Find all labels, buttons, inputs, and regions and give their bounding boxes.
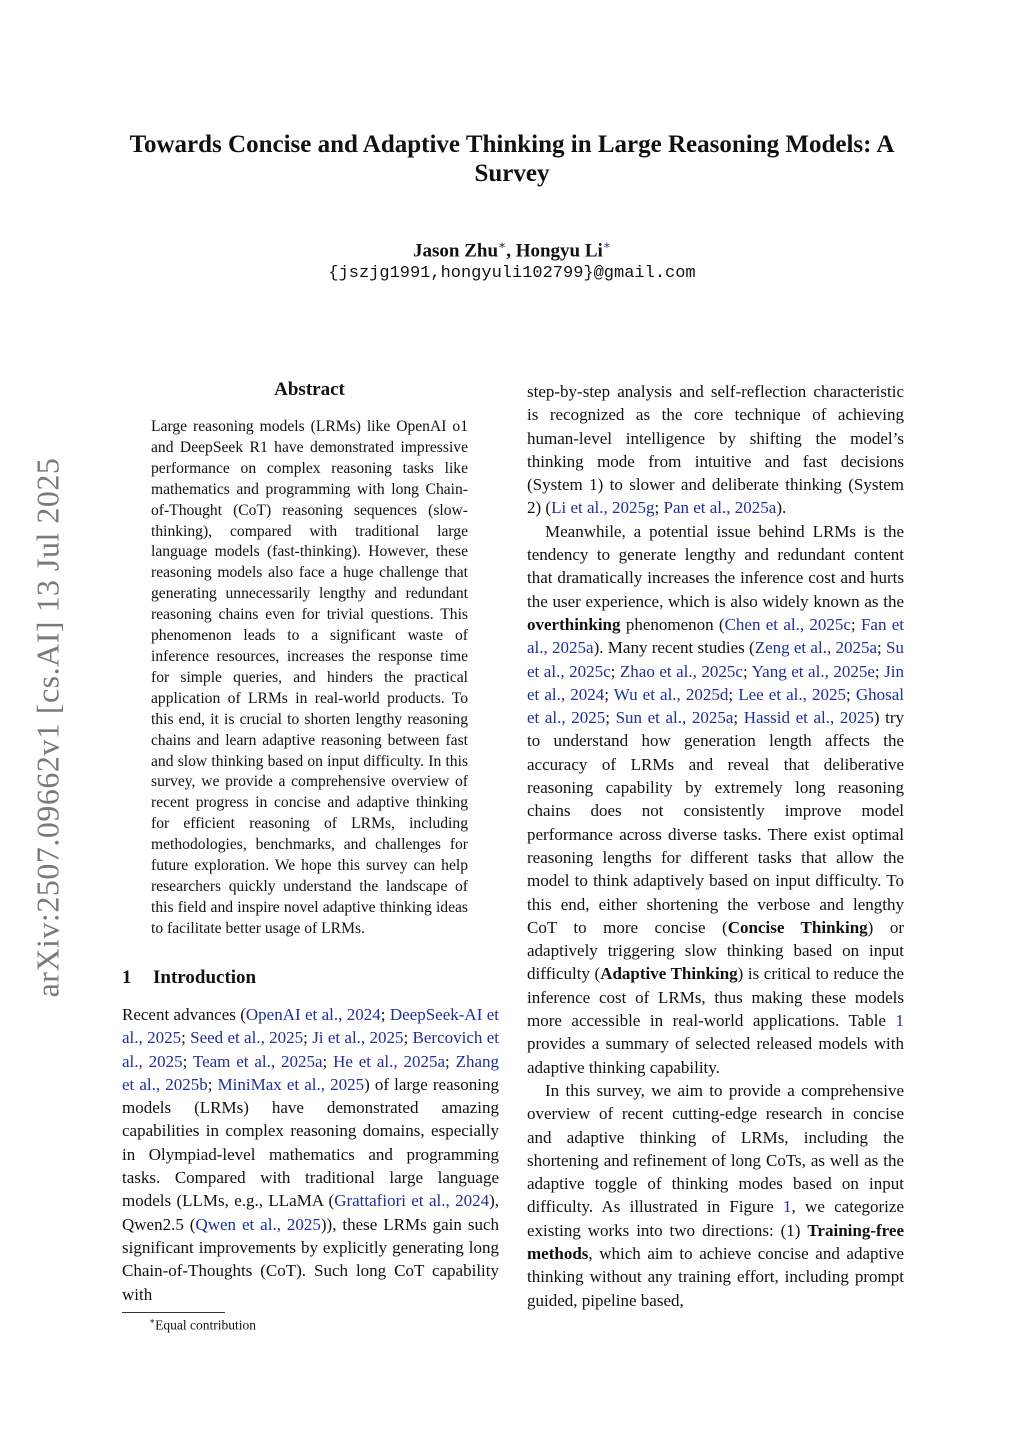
abstract-text: Large reasoning models (LRMs) like OpenAI o1 and DeepSeek R1 have demonstrated impressive performance on complex reasoning tasks like mathematics and programming with long Chain-of-Thought (CoT) reasoning sequences (slow-thinking), compared with traditional large language models (fast-thinking). However, these reasoning models also face a huge challenge that generating unnecessarily lengthy and redundant reasoning chains even for trivial questions. This phenomenon leads to a significant waste of inference resources, increases the response time for simple queries, and hinders the practical application of LRMs in real-world products. To this end, it is crucial to shorten lengthy reasoning chains and learn adaptive reasoning between fast and slow thinking based on input difficulty. In this survey, we provide a comprehensive overview of recent progress in concise and adaptive thinking for efficient reasoning of LRMs, including methodologies, benchmarks, and challenges for future exploration. We hope this survey can help researchers quickly understand the landscape of this field and inspire novel adaptive thinking ideas to facilitate better usage of LRMs. bbox=[151, 418, 468, 937]
paren: ( bbox=[545, 498, 552, 518]
body-text: , Qwen2.5 bbox=[122, 1191, 499, 1234]
paren: ). bbox=[776, 498, 787, 518]
body-text: , which aim to achieve concise and adaptive thinking without any training effort, including prompt guided, pipeline based, bbox=[527, 1243, 904, 1310]
body-text: Many recent studies bbox=[603, 638, 750, 658]
emphasis-term: Training-free methods bbox=[527, 1220, 904, 1263]
citation-link[interactable]: MiniMax et al., 2025 bbox=[217, 1074, 365, 1094]
body-text: ) is critical to reduce the inference cost of LRMs, thus making these models more accessible in real-world applications. Table bbox=[527, 964, 904, 1031]
paren: ( bbox=[328, 1191, 335, 1211]
paper-title: Towards Concise and Adaptive Thinking in Large Reasoning Models: A Survey bbox=[129, 131, 895, 187]
citation-link[interactable]: Li et al., 2025g bbox=[551, 498, 655, 518]
citation-link[interactable]: He et al., 2025a bbox=[333, 1051, 445, 1071]
author-name: Hongyu Li bbox=[515, 240, 603, 262]
equal-contribution-mark[interactable]: ∗ bbox=[602, 238, 611, 252]
paren: ) bbox=[873, 708, 880, 728]
citation-link[interactable]: Wu et al., 2025d bbox=[613, 684, 729, 704]
body-text: Meanwhile, a potential issue behind LRMs is the tendency to generate lengthy and redundant content that dramatically increases the inference cost and hurts the user experience, which is also widely known as the bbox=[527, 521, 904, 611]
table-ref-link[interactable]: 1 bbox=[895, 1011, 904, 1031]
body-text: of large reasoning models (LRMs) have demonstrated amazing capabilities in complex reasoning domains, especially in Olympiad-level mathematics and programming tasks. Compared with traditional large language models (LLMs, e.g., LLaMA bbox=[122, 1074, 499, 1211]
separator: ; bbox=[380, 1005, 390, 1024]
citation-link[interactable]: Yang et al., 2025e bbox=[751, 661, 875, 681]
author-separator: , bbox=[506, 240, 516, 262]
body-text: ), these LRMs gain such significant improvements by explicitly generating long Chain-of-Thoughts (CoT). Such long CoT capability with bbox=[122, 1214, 499, 1304]
paren: ( bbox=[240, 1005, 246, 1024]
footnote-rule bbox=[122, 1312, 225, 1313]
citation-link[interactable]: Pan et al., 2025a bbox=[663, 498, 777, 518]
citation-link[interactable]: Grattafiori et al., 2024 bbox=[334, 1191, 490, 1211]
citation-link[interactable]: Chen et al., 2025c bbox=[724, 614, 851, 634]
section-number: 1 bbox=[122, 967, 132, 988]
body-text: step-by-step analysis and self-reflection characteristic is recognized as the core technique of achieving human-level intelligence by shifting the model’s thinking mode from intuitive and fast decisions (System 1) to slower and deliberate thinking (System 2) bbox=[527, 382, 904, 518]
separator: ; bbox=[303, 1028, 313, 1048]
paren: ) bbox=[489, 1191, 495, 1211]
paren: ( bbox=[718, 614, 725, 634]
body-text: Recent advances bbox=[122, 1005, 241, 1024]
citation-link[interactable]: Sun et al., 2025a bbox=[615, 708, 734, 728]
citation-link[interactable]: Jin et al., 2024 bbox=[527, 661, 904, 704]
abstract-heading: Abstract bbox=[274, 379, 345, 400]
paren: ( bbox=[189, 1214, 196, 1234]
footnote-text: Equal contribution bbox=[155, 1317, 256, 1333]
citation-link[interactable]: Zhao et al., 2025c bbox=[619, 661, 743, 681]
separator: ; bbox=[604, 684, 614, 704]
intro-paragraph bbox=[527, 520, 904, 1079]
paren: ) bbox=[364, 1074, 370, 1094]
citation-link[interactable]: Lee et al., 2025 bbox=[738, 684, 846, 704]
body-text: phenomenon bbox=[620, 614, 719, 634]
author-name: Jason Zhu bbox=[413, 240, 499, 262]
separator: ; bbox=[846, 684, 856, 704]
paren: ) bbox=[320, 1214, 327, 1234]
separator: ; bbox=[403, 1028, 413, 1048]
separator: ; bbox=[322, 1051, 334, 1071]
author-list bbox=[120, 238, 904, 262]
separator: ; bbox=[877, 638, 887, 658]
body-text: , we categorize existing works into two directions: (1) bbox=[527, 1197, 904, 1240]
figure-ref-link[interactable]: 1 bbox=[783, 1197, 792, 1217]
separator: ; bbox=[728, 684, 739, 704]
arxiv-identifier: arXiv:2507.09662v1 [cs.AI] 13 Jul 2025 bbox=[29, 457, 66, 998]
author-email: {jszjg1991,hongyuli102799}@gmail.com bbox=[328, 264, 696, 283]
equal-contribution-mark: ∗ bbox=[498, 238, 507, 252]
footnote bbox=[149, 1316, 256, 1334]
citation-link[interactable]: Team et al., 2025a bbox=[192, 1051, 323, 1071]
separator: ; bbox=[207, 1074, 218, 1094]
separator: ; bbox=[605, 708, 616, 728]
separator: ; bbox=[181, 1028, 191, 1048]
emphasis-term: Adaptive Thinking bbox=[600, 964, 738, 984]
intro-paragraph bbox=[527, 1079, 904, 1312]
citation-link[interactable]: Zeng et al., 2025a bbox=[754, 638, 878, 658]
citation-link[interactable]: Su et al., 2025c bbox=[527, 638, 904, 681]
citation-link[interactable]: OpenAI et al., 2024 bbox=[245, 1005, 381, 1024]
citation-link[interactable]: Bercovich et al., 2025 bbox=[122, 1028, 499, 1071]
citation-link[interactable]: Ghosal et al., 2025 bbox=[527, 684, 904, 728]
separator: ; bbox=[742, 661, 752, 681]
citation-link[interactable]: Qwen et al., 2025 bbox=[195, 1214, 321, 1234]
emphasis-term: Concise Thinking bbox=[727, 917, 868, 937]
separator: ; bbox=[874, 661, 885, 681]
citation-link[interactable]: Fan et al., 2025a bbox=[527, 614, 904, 658]
separator: ; bbox=[654, 498, 664, 518]
right-column bbox=[527, 380, 904, 1312]
section-title: Introduction bbox=[153, 967, 257, 988]
separator: ; bbox=[610, 661, 620, 681]
intro-paragraph bbox=[527, 380, 904, 520]
citation-link[interactable]: Zhang et al., 2025b bbox=[122, 1051, 499, 1094]
body-text: ) or adaptively triggering slow thinking based on input difficulty ( bbox=[527, 917, 904, 984]
paren: ( bbox=[749, 638, 755, 658]
paren: ). bbox=[593, 638, 604, 658]
body-text: provides a summary of selected released models with adaptive thinking capability. bbox=[527, 1034, 904, 1077]
separator: ; bbox=[445, 1051, 456, 1071]
intro-paragraph bbox=[122, 1003, 499, 1306]
body-text: In this survey, we aim to provide a comprehensive overview of recent cutting-edge research in concise and adaptive thinking of LRMs, including the shortening and refinement of long CoTs, as well as the adaptive toggle of thinking modes based on input difficulty. As illustrated in Figure bbox=[527, 1080, 904, 1217]
section-heading bbox=[122, 967, 256, 989]
separator: ; bbox=[850, 614, 861, 634]
citation-link[interactable]: Seed et al., 2025 bbox=[190, 1028, 304, 1048]
separator: ; bbox=[733, 708, 744, 728]
separator: ; bbox=[182, 1051, 193, 1071]
citation-link[interactable]: Hassid et al., 2025 bbox=[743, 708, 874, 728]
footnote-mark: ∗ bbox=[149, 1316, 156, 1326]
citation-link[interactable]: Ji et al., 2025 bbox=[312, 1028, 404, 1048]
citation-link[interactable]: DeepSeek-AI et al., 2025 bbox=[122, 1005, 499, 1048]
emphasis-term: overthinking bbox=[527, 614, 621, 634]
body-text: try to understand how generation length affects the accuracy of LRMs and reveal that deliberative reasoning capability by extremely long reasoning chains does not consistently improve model performance across diverse tasks. There exist optimal reasoning lengths for different tasks that allow the model to think adaptively based on input difficulty. To this end, either shortening the verbose and lengthy CoT to more concise ( bbox=[527, 708, 904, 937]
